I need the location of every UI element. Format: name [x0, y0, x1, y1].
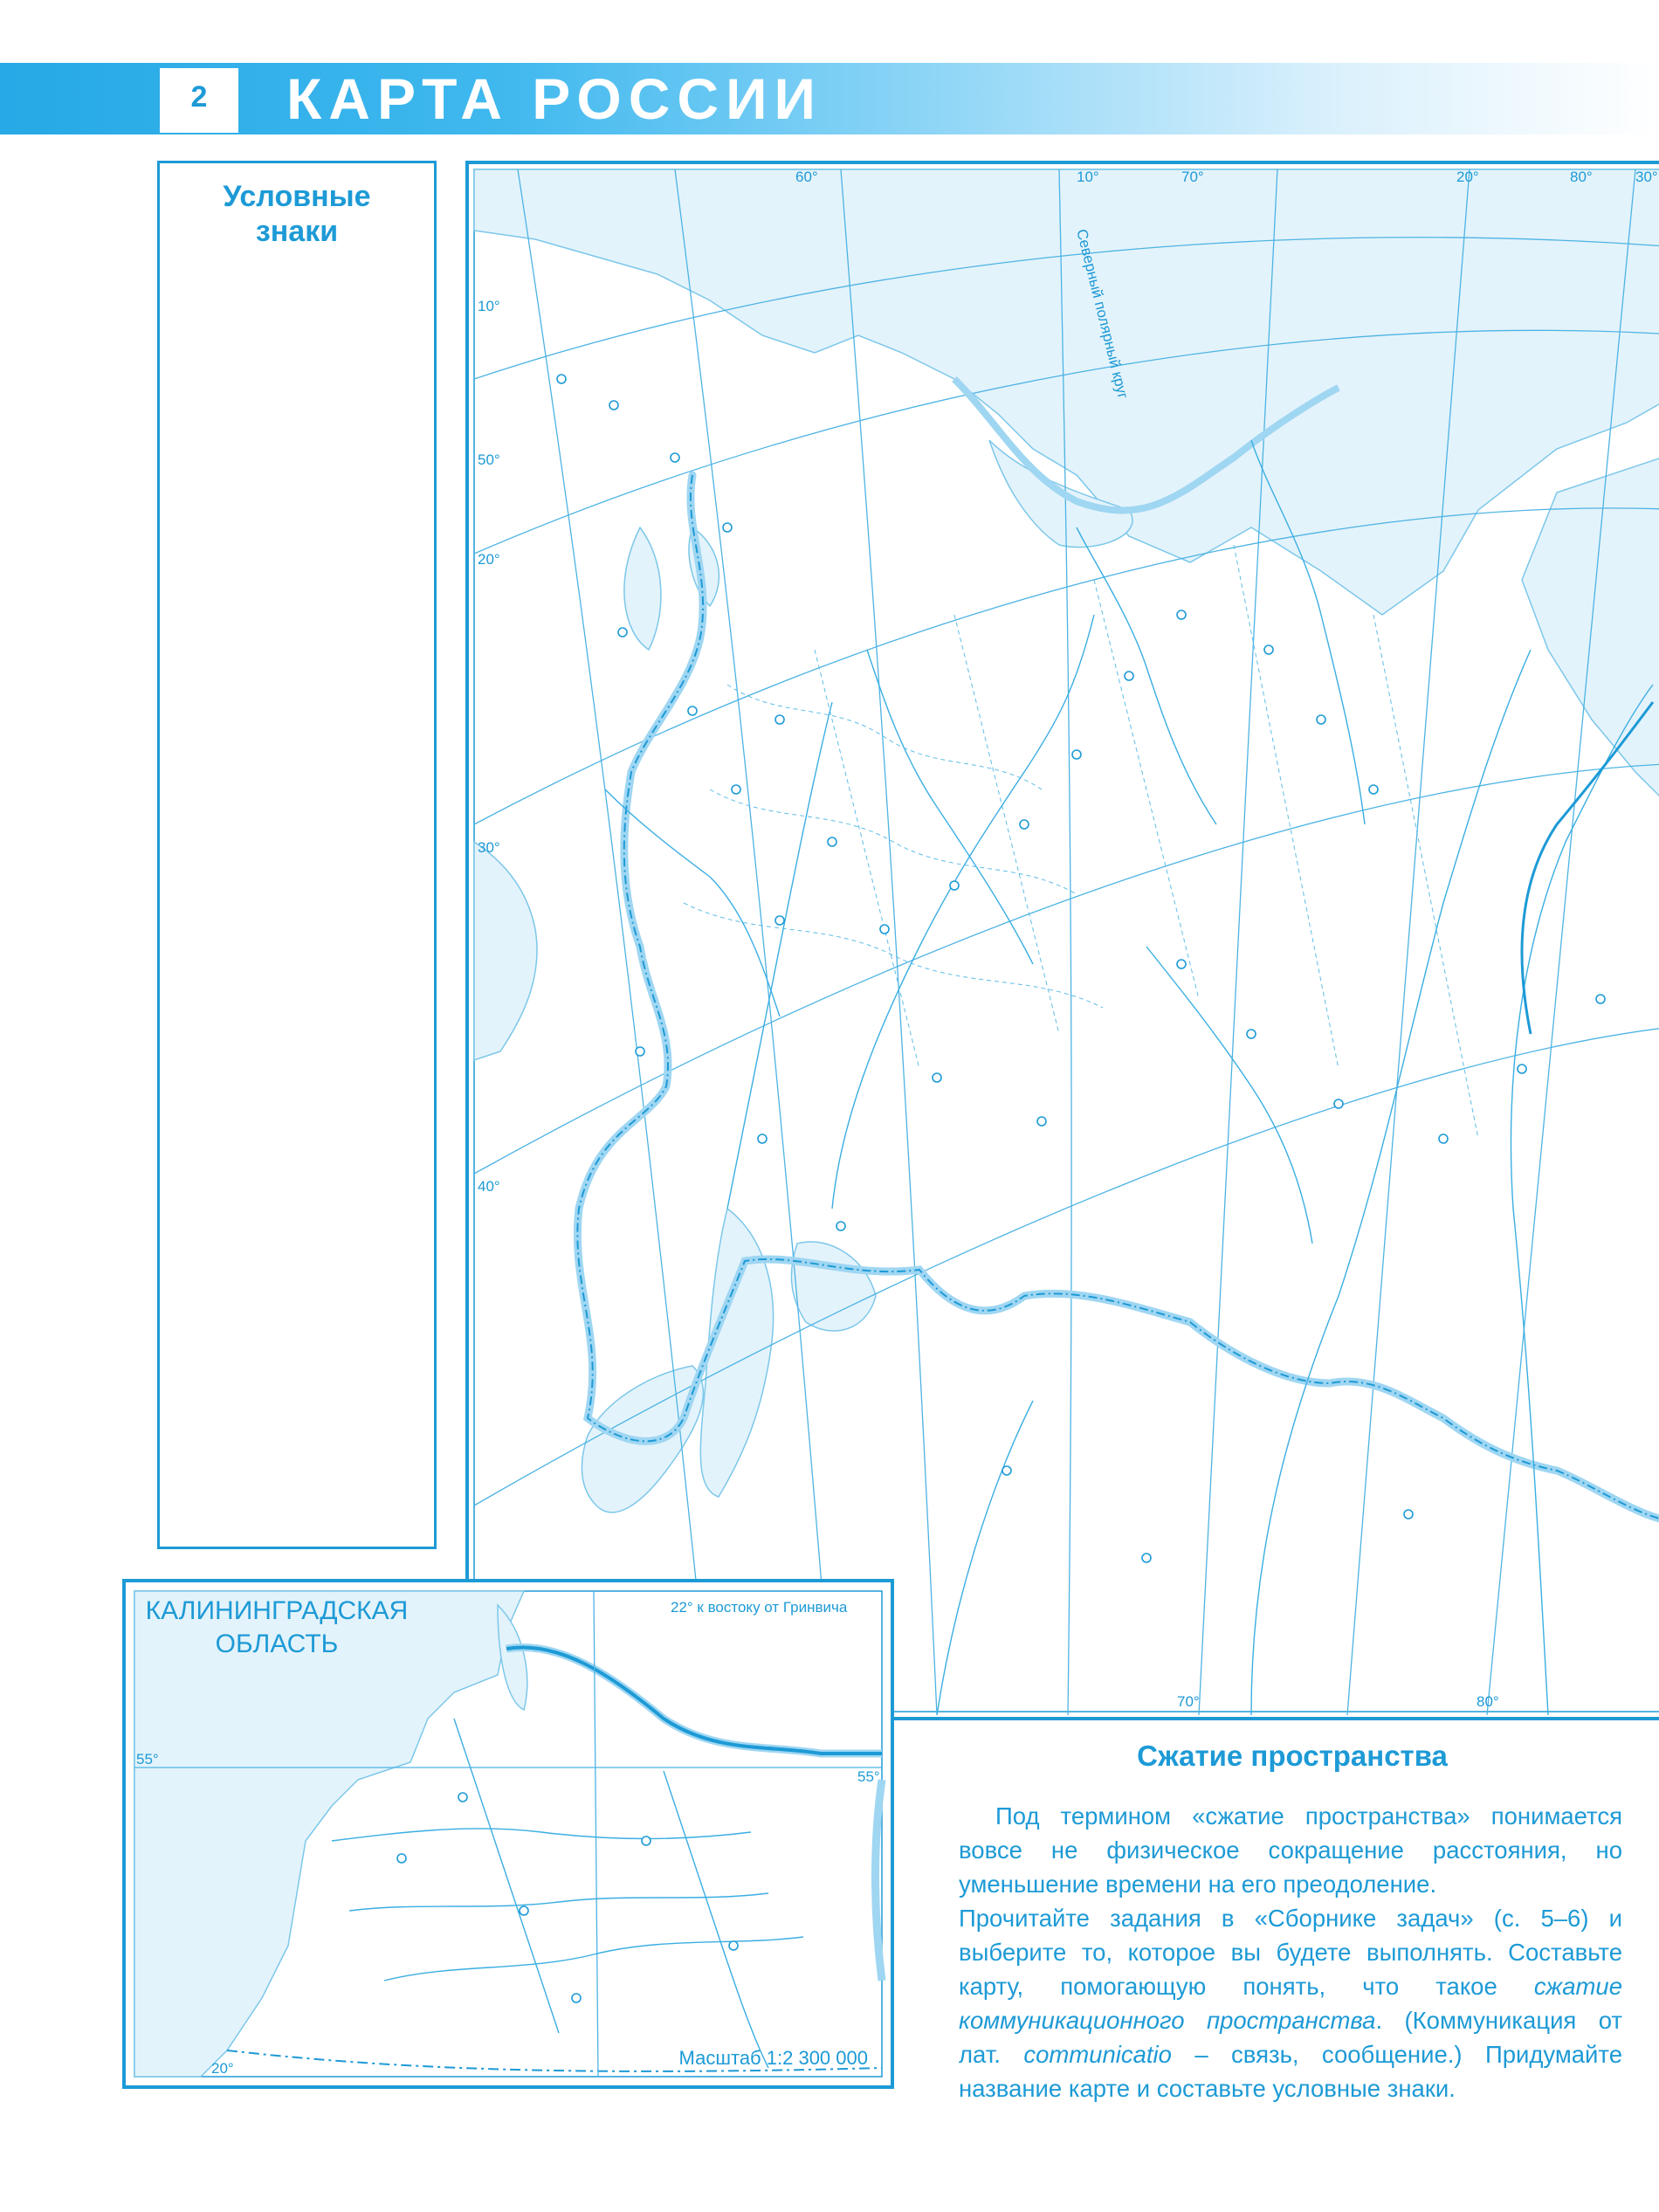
label-top-3: 20° — [1456, 169, 1479, 185]
article-paragraph-2 — [959, 1901, 1622, 2105]
article-p2-part-c: – связь, сообщение.) Придумайте название карте и составьте условные знаки. — [959, 2041, 1622, 2102]
river-kama — [1146, 947, 1312, 1244]
article-body — [959, 1799, 1622, 2105]
river-irtysh — [1251, 650, 1531, 1715]
meridian-3 — [841, 169, 937, 1715]
inset-title — [133, 1595, 421, 1661]
label-left-2: 20° — [478, 551, 500, 568]
label-bottom-0: 70° — [1177, 1693, 1200, 1710]
article-paragraph-1: Под термином «сжатие пространства» понимается вовсе не физическое сокращение расстояния, но уменьшение времени на его преодоление. — [959, 1802, 1622, 1898]
meridian-2 — [675, 169, 832, 1715]
label-left-3: 30° — [478, 839, 500, 856]
inset-lat-left: 55° — [136, 1751, 159, 1768]
legend-box — [157, 161, 437, 1549]
rivers — [605, 440, 1653, 1715]
header-bar — [0, 63, 1659, 134]
legend-title — [160, 179, 434, 249]
label-top-4: 80° — [1570, 169, 1593, 185]
page-number: 2 — [190, 80, 208, 114]
inset-meridian-label: 22° к востоку от Гринвича — [671, 1599, 848, 1616]
label-left-0: 10° — [478, 298, 500, 314]
map-svg — [465, 161, 1659, 1722]
legend-title-line2: знаки — [255, 215, 339, 248]
river-ural — [937, 1401, 1033, 1715]
aral-sea — [791, 1242, 876, 1331]
river-northern-dvina — [1077, 527, 1216, 824]
river-ob — [1511, 685, 1654, 1715]
article-title: Сжатие пространства — [1137, 1740, 1448, 1772]
baltic-sea — [474, 842, 537, 1060]
inset-lat-right: 55° — [857, 1768, 880, 1785]
lake-ladoga — [624, 527, 661, 650]
label-top-0: 60° — [795, 169, 818, 185]
river-oka — [867, 650, 1033, 964]
kaliningrad-inset-map — [122, 1579, 894, 2089]
label-bottom-1: 80° — [1477, 1693, 1499, 1710]
label-top-5: 30° — [1635, 169, 1658, 185]
label-left-1: 50° — [478, 451, 500, 468]
label-top-1: 10° — [1077, 169, 1099, 185]
page-title: КАРТА РОССИИ — [286, 66, 823, 131]
label-left-4: 40° — [478, 1178, 500, 1195]
article-p2-latin-term: communicatio — [1023, 2041, 1172, 2068]
arctic-circle-label: Северный полярный круг — [1073, 227, 1132, 401]
inset-scale: Масштаб 1:2 300 000 — [678, 2047, 868, 2069]
inset-bottom-label: 20° — [211, 2060, 234, 2077]
river-don — [727, 702, 832, 1209]
inset-title-line1: КАЛИНИНГРАДСКАЯ — [145, 1596, 409, 1625]
article-p2-part-b: . (Коммуникация от лат. — [959, 2007, 1623, 2068]
legend-title-line1: Условные — [223, 180, 371, 213]
admin-borders — [684, 545, 1478, 1139]
parallel-4 — [474, 763, 1659, 1174]
article-p2-emphasis: сжатие коммуникационного пространства — [959, 1973, 1622, 2034]
river-volga — [832, 615, 1094, 1209]
russia-contour-map — [465, 161, 1659, 1722]
article-p2-part-a: Прочитайте задания в «Сборнике задач» (с. 5–6) и выберите то, которое вы будете выполнять. Составьте карту, помогающую понять, что такое — [959, 1905, 1622, 2000]
label-top-2: 70° — [1181, 169, 1204, 185]
inset-title-line2: ОБЛАСТЬ — [215, 1630, 339, 1658]
water-bodies — [474, 169, 1659, 1513]
